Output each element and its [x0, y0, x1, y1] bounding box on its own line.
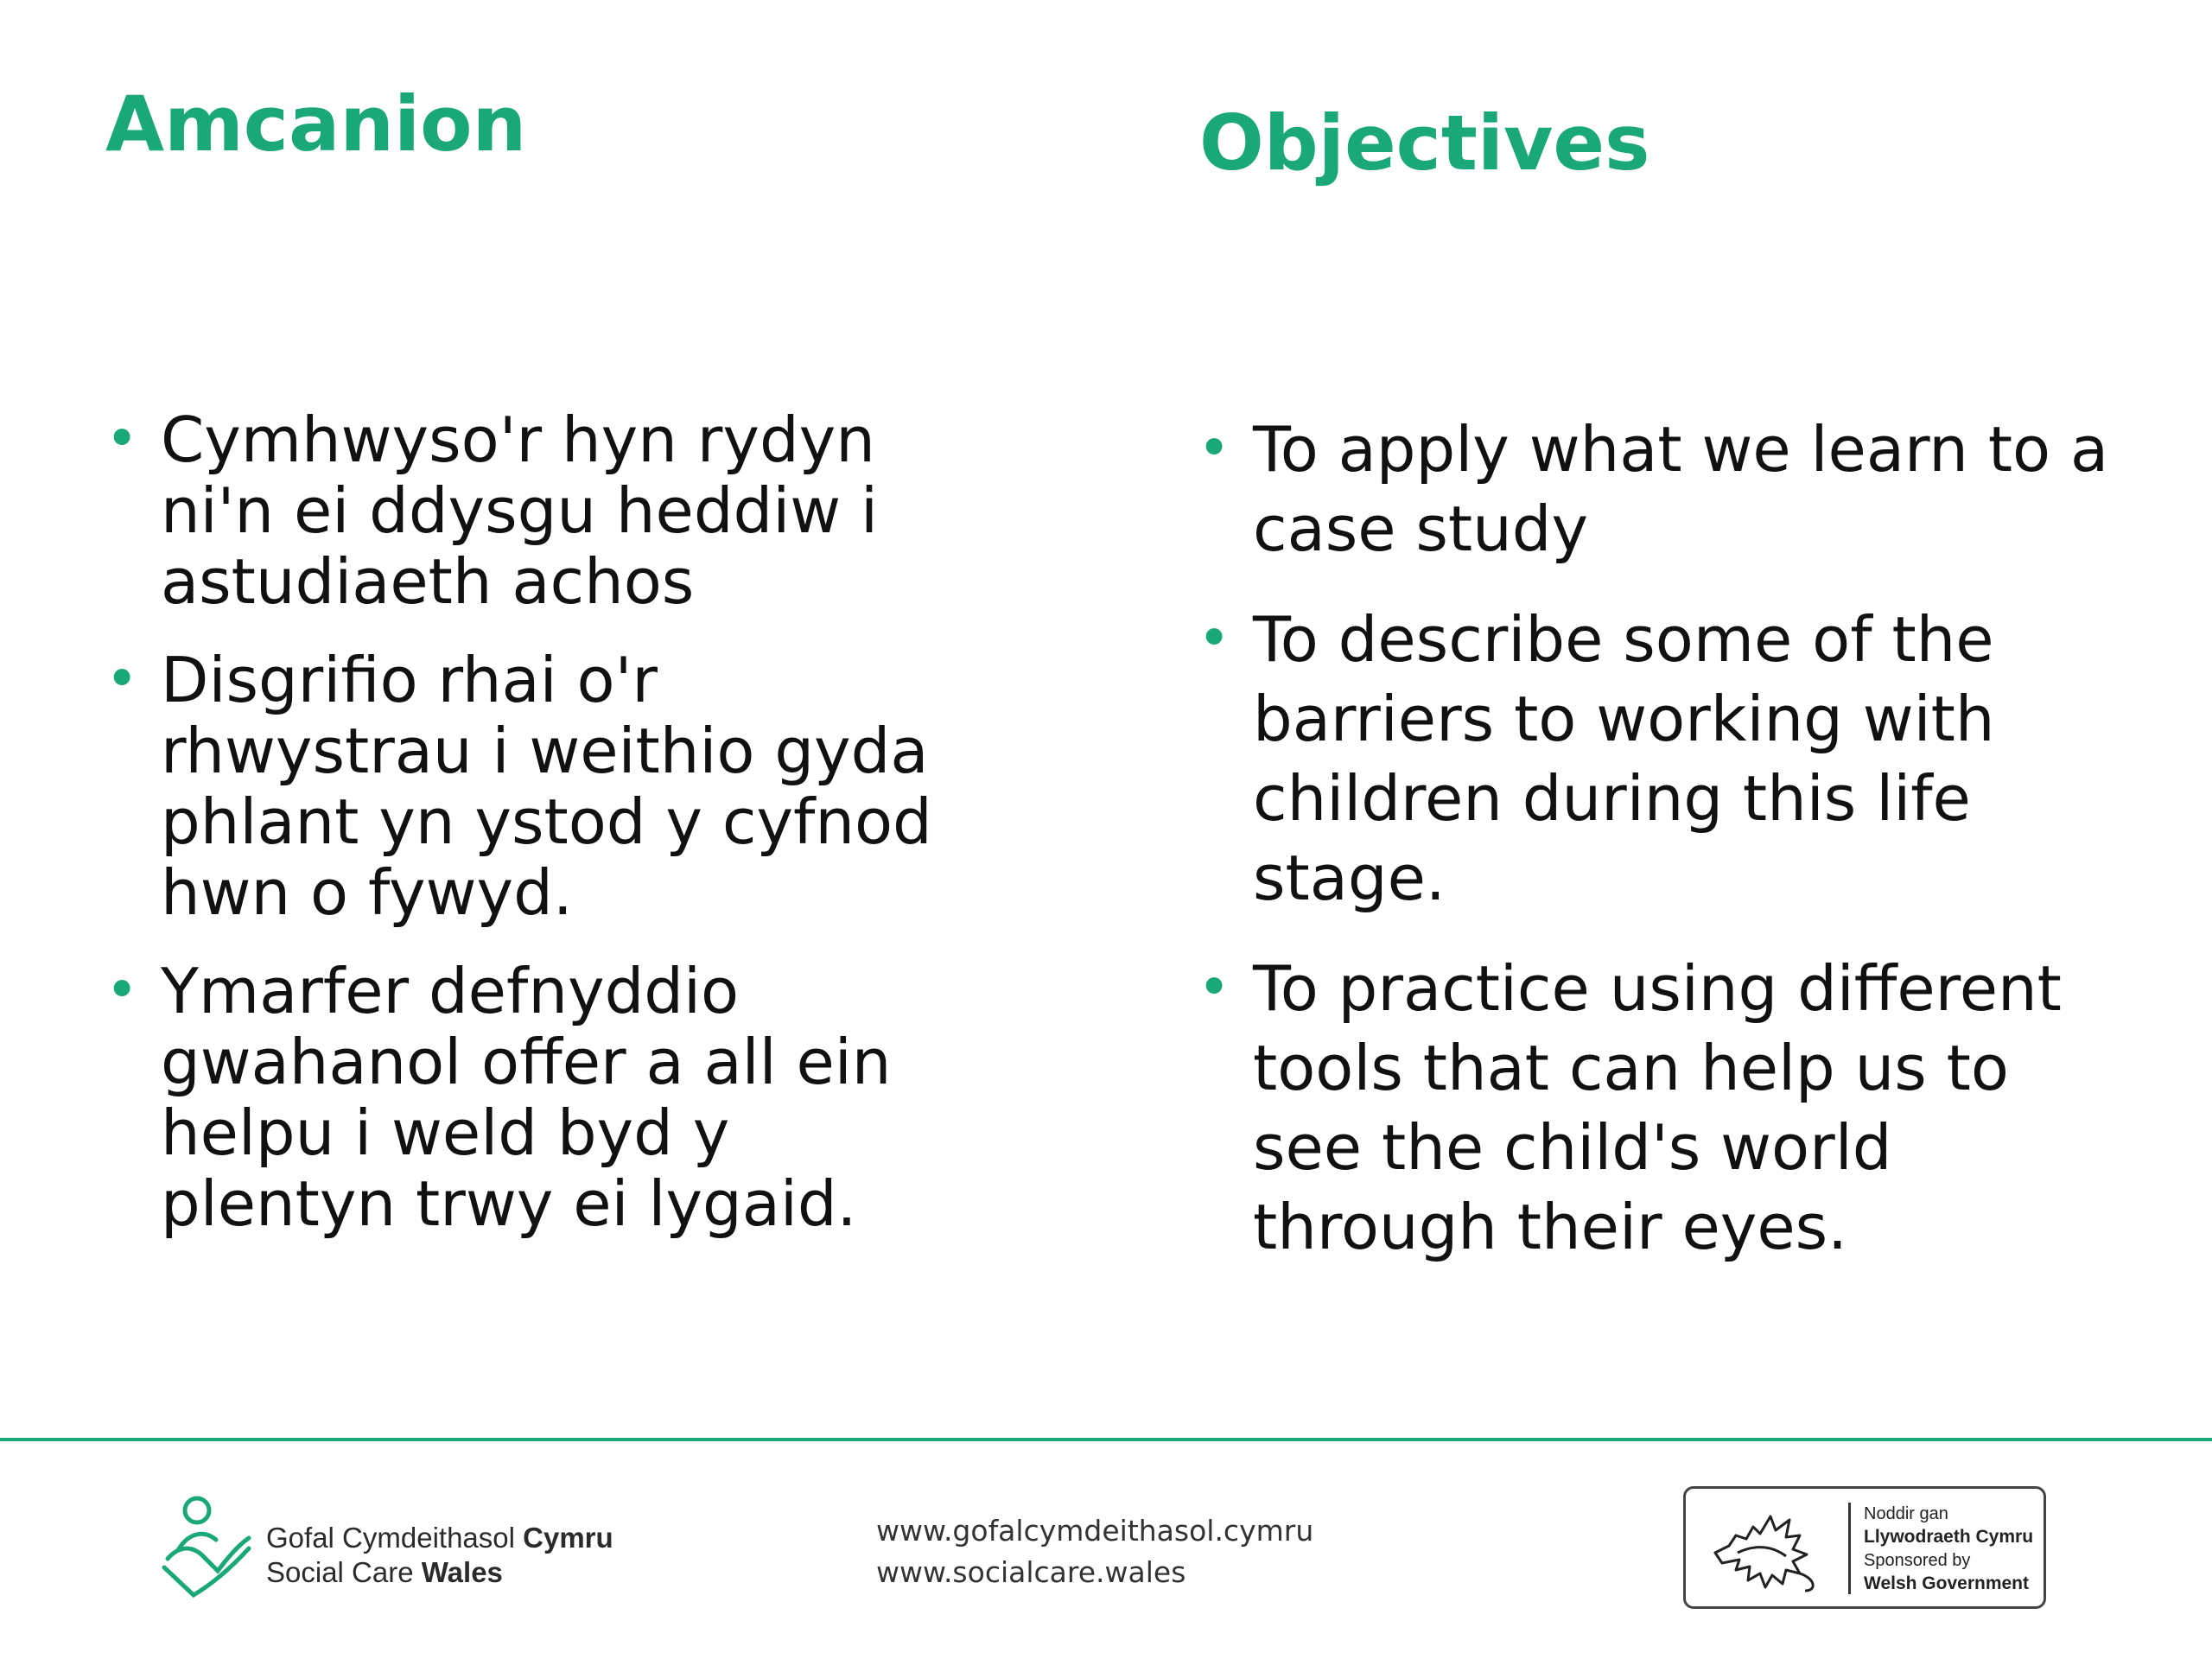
bullet-icon: • [105, 647, 139, 712]
url-english[interactable]: www.socialcare.wales [876, 1555, 1186, 1589]
social-care-wales-logo [159, 1495, 613, 1602]
heading-english: Objectives [1199, 99, 1650, 188]
footer-divider [0, 1438, 2212, 1441]
logo-english-regular: Social Care [266, 1556, 414, 1588]
logo-line-english [266, 1555, 613, 1590]
bullet-icon: • [1198, 956, 1231, 1020]
footer-urls [876, 1510, 1313, 1593]
bullet-text: Ymarfer defnyddio gwahanol offer a all ein helpu i weld byd y plentyn trwy ei lygaid. [161, 955, 892, 1240]
welsh-government-logo-text [1864, 1503, 2033, 1596]
logo-english-bold: Wales [421, 1556, 503, 1588]
logo-line-welsh [266, 1521, 613, 1555]
logo-welsh-regular: Gofal Cymdeithasol [266, 1522, 515, 1554]
sponsor-line-english-small: Sponsored by [1864, 1551, 1971, 1570]
heading-welsh: Amcanion [105, 79, 527, 168]
list-item [105, 404, 978, 617]
bullet-icon: • [105, 958, 139, 1023]
bullet-text: Disgrifio rhai o'r rhwystrau i weithio gyda phlant yn ystod y cyfnod hwn o fywyd. [161, 644, 932, 929]
bullet-text: To practice using different tools that can help us to see the child's world through their eyes. [1253, 952, 2062, 1263]
dragon-icon [1703, 1501, 1824, 1596]
list-item [1198, 410, 2113, 569]
sponsor-line-welsh-bold: Llywodraeth Cymru [1864, 1527, 2034, 1547]
social-care-wales-logo-icon [159, 1495, 254, 1602]
url-welsh[interactable]: www.gofalcymdeithasol.cymru [876, 1514, 1314, 1548]
logo-welsh-bold: Cymru [523, 1522, 613, 1554]
bullet-icon: • [1198, 607, 1231, 671]
list-item [1198, 949, 2113, 1267]
bullet-text: To apply what we learn to a case study [1253, 413, 2109, 565]
sponsor-line-english-bold: Welsh Government [1864, 1573, 2029, 1593]
bullet-list-welsh [105, 404, 978, 1267]
logo-divider [1848, 1503, 1851, 1594]
list-item [105, 645, 978, 928]
welsh-government-logo [1683, 1486, 2046, 1609]
sponsor-line-welsh-small: Noddir gan [1864, 1504, 1948, 1523]
bullet-icon: • [1198, 416, 1231, 481]
bullet-text: Cymhwyso'r hyn rydyn ni'n ei ddysgu heddiw i astudiaeth achos [161, 404, 879, 618]
bullet-list-english [1198, 410, 2113, 1298]
bullet-icon: • [105, 407, 139, 472]
list-item [1198, 600, 2113, 918]
list-item [105, 956, 978, 1239]
bullet-text: To describe some of the barriers to working with children during this life stage. [1253, 603, 1995, 914]
social-care-wales-logo-text [266, 1521, 613, 1590]
